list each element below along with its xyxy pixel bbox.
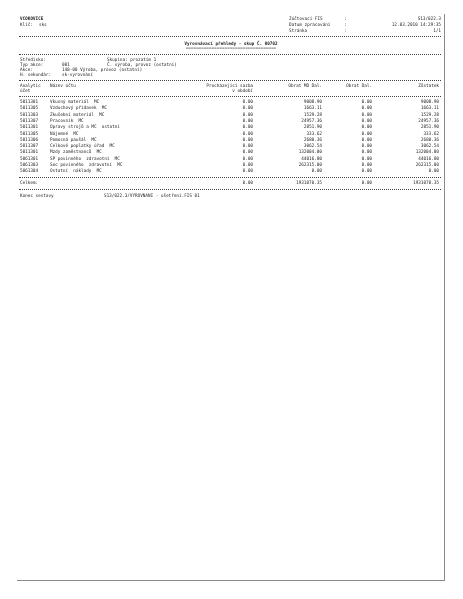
cell-credit: 0.00 xyxy=(361,112,372,118)
cell-balance: 3062.54 xyxy=(420,144,439,150)
header-right-value-3: 1/1 xyxy=(433,29,441,34)
table-row xyxy=(17,163,445,168)
cell-debit: 1529.28 xyxy=(303,112,322,118)
cell-credit: 0.00 xyxy=(361,137,372,143)
meta-value: 148-00 Výroba, provoz (ostatní) xyxy=(62,68,143,73)
cell-rate: 0.00 xyxy=(242,112,253,118)
table-row xyxy=(17,125,445,130)
cell-credit: 0.00 xyxy=(361,131,372,137)
meta-line xyxy=(17,73,445,78)
meta-code: 001 xyxy=(62,63,70,68)
cell-debit: 2851.90 xyxy=(303,125,322,131)
header-right-colon-2: : xyxy=(344,23,347,28)
header-right-label-2: Datum zpracování xyxy=(289,23,331,28)
cell-rate: 0.00 xyxy=(242,100,253,105)
cell-balance: 9008.90 xyxy=(420,100,439,105)
total-rate: 0.00 xyxy=(242,181,253,186)
cell-debit: 132004.00 xyxy=(298,150,322,156)
table-top-divider xyxy=(19,80,441,81)
cell-debit: 9008.90 xyxy=(303,100,322,105)
cell-debit: 3062.54 xyxy=(303,144,322,150)
meta-label: Akce: xyxy=(20,68,33,73)
cell-name: Mzdy zaměstnanců MC xyxy=(50,150,102,156)
col-header-credit: Obrat Dal. xyxy=(346,84,372,89)
cell-name: Celkové poplatky úřad MC xyxy=(50,144,115,150)
cell-name: Zkušební materiál MC xyxy=(50,112,105,118)
col-header-debit: Obrat MD Dal. xyxy=(288,84,322,89)
report-title: Vyrovnávací přehledy - skup Č. 00702 xyxy=(184,42,278,47)
meta-value: Č. výroba, provoz (ostatní) xyxy=(107,63,177,68)
table-bottom-divider xyxy=(19,189,441,190)
cell-credit: 0.00 xyxy=(361,125,372,131)
header-right-value-1: S13/022.3 xyxy=(417,17,441,22)
cell-rate: 0.00 xyxy=(242,118,253,124)
cell-debit: 2680.36 xyxy=(303,137,322,143)
cell-debit: 0.00 xyxy=(311,169,322,175)
cell-name: Ostatní náklady MC xyxy=(50,169,102,175)
report-title-underline: =================================== xyxy=(185,46,277,51)
table-row xyxy=(17,157,445,162)
total-debit: 1931070.35 xyxy=(296,181,322,186)
key-value: sks xyxy=(39,23,47,28)
table-header-row xyxy=(17,89,445,94)
cell-rate: 0.00 xyxy=(242,169,253,175)
cell-name: Opravy strojů a MC ostatní xyxy=(50,125,120,131)
footer-value: S13/022.3/VYROVNANI - ušetření.FIS 01 xyxy=(104,194,200,199)
cell-credit: 0.00 xyxy=(361,118,372,124)
meta-code: sk-vyrovnání xyxy=(62,73,94,78)
cell-balance: 0.00 xyxy=(428,169,439,175)
cell-credit: 0.00 xyxy=(361,156,372,162)
table-total-divider xyxy=(19,177,441,178)
table-row xyxy=(17,119,445,124)
cell-balance: 24957.36 xyxy=(418,118,439,124)
table-row xyxy=(17,144,445,149)
cell-name: Vzduchový přídavek MC xyxy=(50,106,107,112)
cell-debit: 44016.80 xyxy=(301,156,322,162)
cell-rate: 0.00 xyxy=(242,150,253,156)
cell-rate: 0.00 xyxy=(242,131,253,137)
meta-label: H. sekundár: xyxy=(20,73,52,78)
table-total-row xyxy=(17,181,445,186)
table-row xyxy=(17,106,445,111)
cell-debit: 333.62 xyxy=(306,131,322,137)
col-header-balance: Zůstatek xyxy=(418,84,439,89)
total-balance: 1931070.35 xyxy=(413,181,439,186)
cell-account: 5011306 xyxy=(20,137,39,143)
table-row xyxy=(17,100,445,105)
cell-account: 5011301 xyxy=(20,100,39,105)
header-right-colon-3: : xyxy=(344,29,347,34)
cell-name: Soc povinného zdravotní MC xyxy=(50,163,123,168)
total-label: Celkem: xyxy=(20,181,39,186)
cell-credit: 0.00 xyxy=(361,144,372,150)
cell-balance: 2680.36 xyxy=(420,137,439,143)
cell-credit: 0.00 xyxy=(361,150,372,156)
cell-debit: 262315.00 xyxy=(298,163,322,168)
header-right-colon-1: : xyxy=(344,17,347,22)
meta-value: Skupina: prozatím 1 xyxy=(107,58,157,63)
col-header-account: Analytic xyxy=(20,84,41,89)
cell-balance: 44016.80 xyxy=(418,156,439,162)
cell-credit: 0.00 xyxy=(361,106,372,112)
cell-credit: 0.00 xyxy=(361,100,372,105)
cell-name: Pracovník MC xyxy=(50,118,84,124)
cell-rate: 0.00 xyxy=(242,137,253,143)
cell-balance: 1663.11 xyxy=(420,106,439,112)
cell-name: Pomocná paušál MC xyxy=(50,137,97,143)
table-row xyxy=(17,132,445,137)
col-header-account-sub: účet xyxy=(20,89,31,94)
col-header-rate: Procházející sazba xyxy=(206,84,253,89)
header-right-label-1: Zúčtovací FIS xyxy=(289,17,323,22)
cell-account: 5011301 xyxy=(20,150,39,156)
cell-account: 5011303 xyxy=(20,112,39,118)
cell-balance: 262315.00 xyxy=(415,163,439,168)
cell-rate: 0.00 xyxy=(242,125,253,131)
cell-account: 5061301 xyxy=(20,156,39,162)
col-header-name: Název účtu xyxy=(50,84,76,89)
table-row xyxy=(17,150,445,155)
header-right-value-2: 12.03.2010 14:29:35 xyxy=(391,23,441,28)
cell-credit: 0.00 xyxy=(361,169,372,175)
cell-account: 5011301 xyxy=(20,125,39,131)
cell-rate: 0.00 xyxy=(242,163,253,168)
cell-balance: 1529.28 xyxy=(420,112,439,118)
report-page xyxy=(17,14,445,581)
meta-label: Typ akce: xyxy=(20,63,44,68)
col-header-rate-sub: v období xyxy=(232,89,253,94)
table-row xyxy=(17,113,445,118)
title-divider xyxy=(19,54,441,55)
cell-account: 5061303 xyxy=(20,163,39,168)
cell-rate: 0.00 xyxy=(242,144,253,150)
table-header-divider xyxy=(19,96,441,97)
cell-balance: 2851.90 xyxy=(420,125,439,131)
header-right-label-3: Stránka xyxy=(289,29,308,34)
cell-name: Nájemné MC xyxy=(50,131,79,137)
cell-name: Vkusný materiál MC xyxy=(50,100,100,105)
table-row xyxy=(17,169,445,174)
cell-account: 5061304 xyxy=(20,169,39,175)
cell-account: 5011305 xyxy=(20,106,39,112)
cell-account: 5011305 xyxy=(20,131,39,137)
cell-rate: 0.00 xyxy=(242,156,253,162)
footer-label: Konec sestavy xyxy=(20,194,54,199)
cell-name: SP povinného zdravotní MC xyxy=(50,156,120,162)
meta-label: Středisko: xyxy=(20,58,46,63)
cell-account: 5011307 xyxy=(20,118,39,124)
cell-balance: 132004.00 xyxy=(415,150,439,156)
cell-balance: 333.62 xyxy=(423,131,439,137)
total-credit: 0.00 xyxy=(361,181,372,186)
company-name: VCOKOVICE xyxy=(20,17,44,22)
header-divider xyxy=(19,36,441,37)
cell-debit: 1663.11 xyxy=(303,106,322,112)
cell-credit: 0.00 xyxy=(361,163,372,168)
cell-debit: 24957.36 xyxy=(301,118,322,124)
cell-account: 5011307 xyxy=(20,144,39,150)
cell-rate: 0.00 xyxy=(242,106,253,112)
key-label: Klíč: xyxy=(20,23,33,28)
table-row xyxy=(17,138,445,143)
